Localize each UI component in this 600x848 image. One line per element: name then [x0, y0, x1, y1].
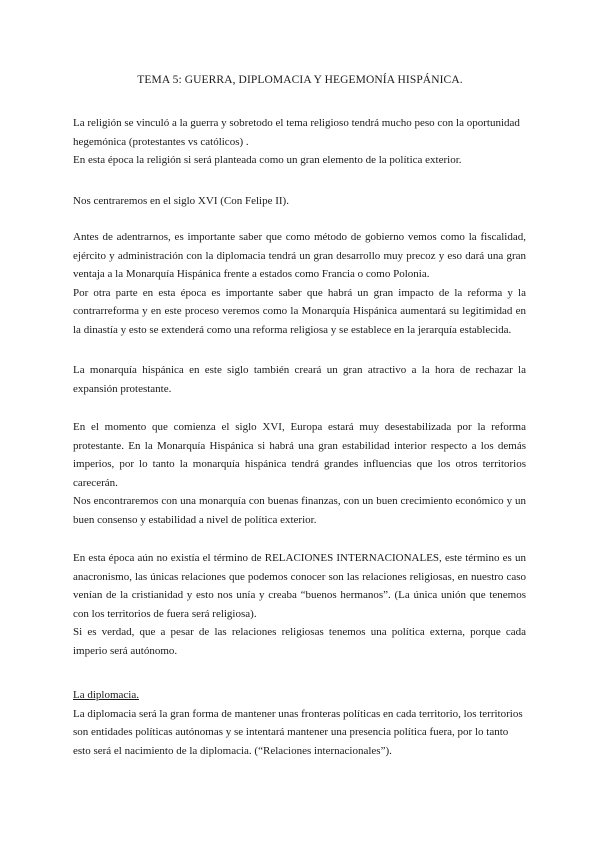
paragraph: Si es verdad, que a pesar de las relaciones religiosas tenemos una política externa, porque cada imperio será autónomo. — [73, 626, 526, 657]
paragraph: La diplomacia será la gran forma de mantener unas fronteras políticas en cada territorio, los territorios son entidades políticas autónomas y se intentará mantener una presencia política fuera, por lo tanto esto será el nacimiento de la diplomacia. (“Relaciones internacionales”). — [73, 707, 523, 757]
document-title: TEMA 5: GUERRA, DIPLOMACIA Y HEGEMONÍA HISPÁNICA. — [137, 74, 463, 86]
paragraph: En esta época aún no existía el término de RELACIONES INTERNACIONALES, este término es un anacronismo, las únicas relaciones que podemos conocer son las relaciones religiosas, en nuestro caso venían de la cristianidad y esto nos unía y creaba “buenos hermanos”. (La única unión que tenemos con los territorios de fuera será religiosa). — [73, 552, 526, 620]
focus-section — [73, 192, 526, 211]
paragraph: La monarquía hispánica en este siglo también creará un gran atractivo a la hora de rechazar la expansión protestante. — [73, 364, 526, 395]
diplomacy-section — [73, 686, 526, 760]
paragraph: Antes de adentrarnos, es importante saber que como método de gobierno vemos como la fiscalidad, ejército y administración con la diplomacia tendrá un gran desarrollo muy precoz y eso dará una gran ventaja a la Monarquía Hispánica frente a estados como Francia o como Polonia. — [73, 231, 526, 281]
paragraph: Nos encontraremos con una monarquía con buenas finanzas, con un buen crecimiento económico y un buen consenso y estabilidad a nivel de política exterior. — [73, 495, 526, 526]
paragraph: Por otra parte en esta época es importante saber que habrá un gran impacto de la reforma y la contrarreforma y en este proceso veremos como la Monarquía Hispánica aumentará su legitimidad en la dinastía y esto se extenderá como una reforma religiosa y se establece en la jerarquía establecida. — [73, 286, 526, 336]
intro-section — [73, 114, 526, 170]
paragraph: En el momento que comienza el siglo XVI, Europa estará muy desestabilizada por la reforma protestante. En la Monarquía Hispánica si habrá una gran estabilidad interior respecto a los demás imperios, por lo tanto la monarquía hispánica tendrá grandes influencias que los otros territorios carecerán. — [73, 421, 526, 489]
international-relations-section — [73, 549, 526, 661]
paragraph: Nos centraremos en el siglo XVI (Con Felipe II). — [73, 195, 289, 207]
stability-section — [73, 418, 526, 530]
paragraph: La religión se vinculó a la guerra y sobretodo el tema religioso tendrá mucho peso con la oportunidad hegemónica (protestantes vs católicos) . — [73, 117, 520, 148]
paragraph: En esta época la religión si será planteada como un gran elemento de la política exterior. — [73, 154, 462, 167]
protestant-expansion-section — [73, 361, 526, 398]
government-section — [73, 228, 526, 340]
section-heading: La diplomacia. — [73, 689, 139, 701]
